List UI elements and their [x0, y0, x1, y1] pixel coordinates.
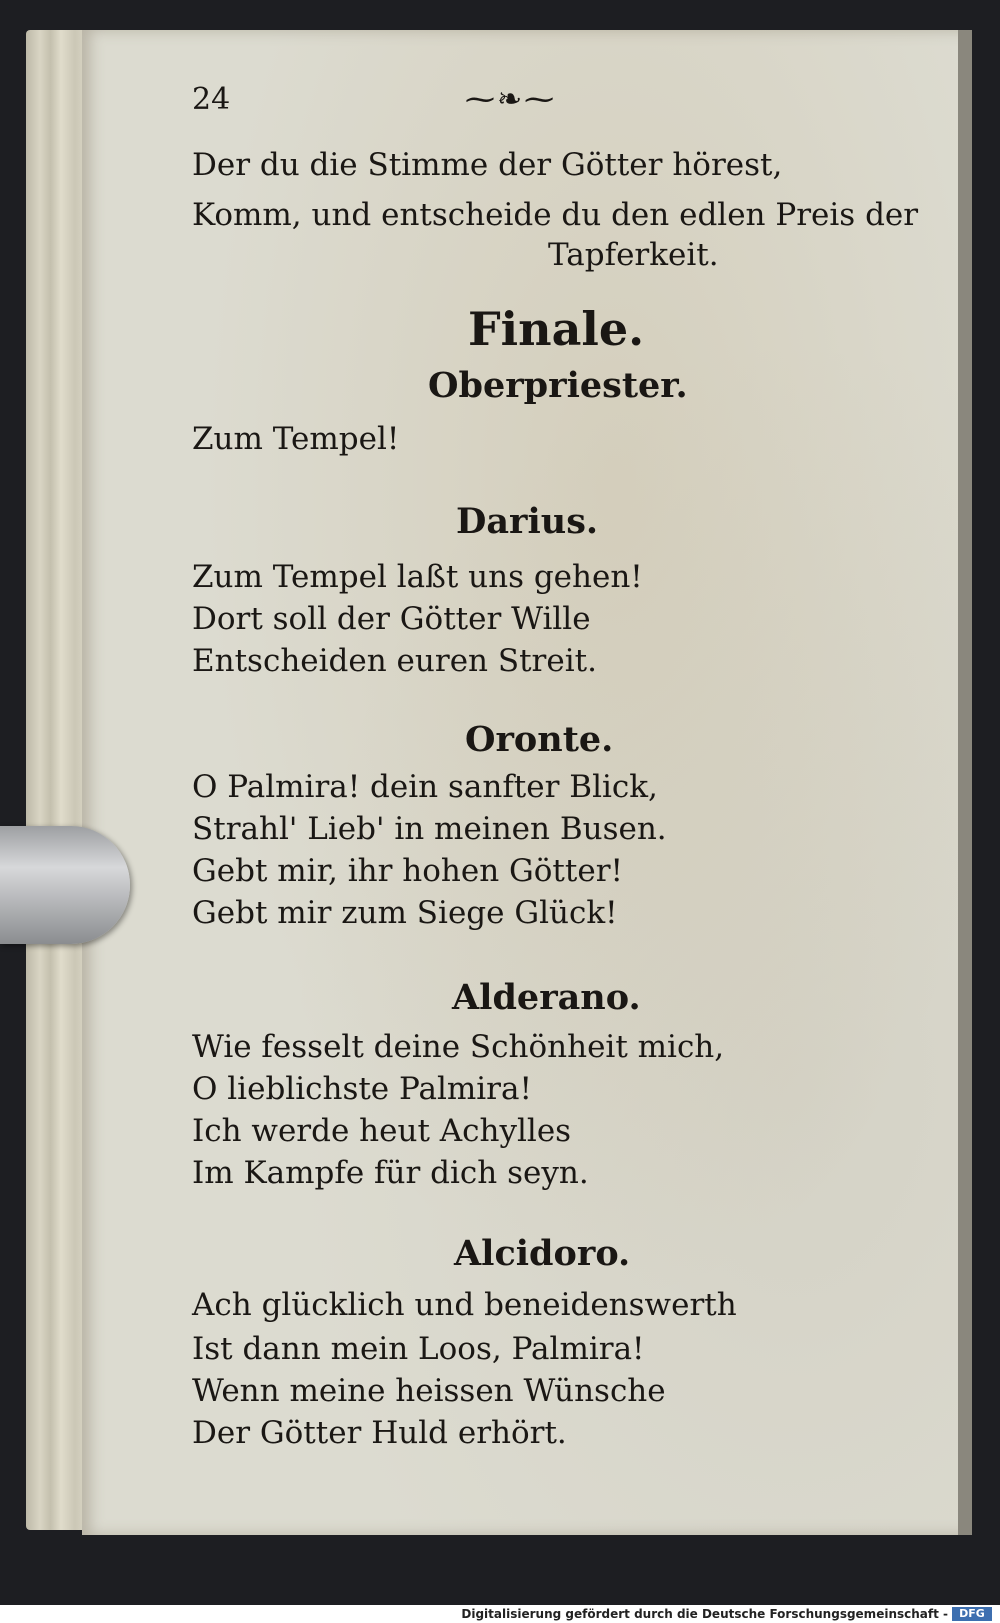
speaker-name: Oberpriester.: [428, 365, 688, 406]
text-line: Tapferkeit.: [548, 237, 719, 273]
text-line: Entscheiden euren Streit.: [192, 643, 597, 679]
text-line: Strahl' Lieb' in meinen Busen.: [192, 811, 667, 847]
footer-credit: Digitalisierung gefördert durch die Deutsche Forschungsgemeinschaft -: [461, 1607, 948, 1621]
text-line: Ach glücklich und beneidenswerth: [192, 1287, 737, 1323]
text-line: Komm, und entscheide du den edlen Preis der: [192, 197, 919, 233]
speaker-name: Oronte.: [465, 719, 614, 760]
text-line: Wie fesselt deine Schönheit mich,: [192, 1029, 725, 1065]
text-line: Zum Tempel!: [192, 421, 400, 457]
page-number: 24: [192, 82, 231, 117]
text-line: Ist dann mein Loos, Palmira!: [192, 1331, 645, 1367]
text-line: Gebt mir, ihr hohen Götter!: [192, 853, 623, 889]
text-line: Der du die Stimme der Götter hörest,: [192, 147, 783, 183]
text-line: Der Götter Huld erhört.: [192, 1415, 567, 1451]
text-line: Gebt mir zum Siege Glück!: [192, 895, 618, 931]
text-line: O lieblichste Palmira!: [192, 1071, 532, 1107]
speaker-name: Alderano.: [452, 977, 641, 1018]
text-line: Ich werde heut Achylles: [192, 1113, 572, 1149]
dfg-logo: DFG: [952, 1607, 992, 1621]
footer-bar: [0, 1605, 1000, 1623]
text-line: Im Kampfe für dich seyn.: [192, 1155, 589, 1191]
speaker-name: Alcidoro.: [454, 1233, 631, 1274]
text-line: Wenn meine heissen Wünsche: [192, 1373, 666, 1409]
text-line: Dort soll der Götter Wille: [192, 601, 591, 637]
header-ornament: ⁓❧⁓: [465, 82, 557, 117]
text-line: Zum Tempel laßt uns gehen!: [192, 559, 643, 595]
speaker-name: Darius.: [456, 501, 599, 542]
section-title: Finale.: [468, 302, 645, 356]
text-line: O Palmira! dein sanfter Blick,: [192, 769, 658, 805]
